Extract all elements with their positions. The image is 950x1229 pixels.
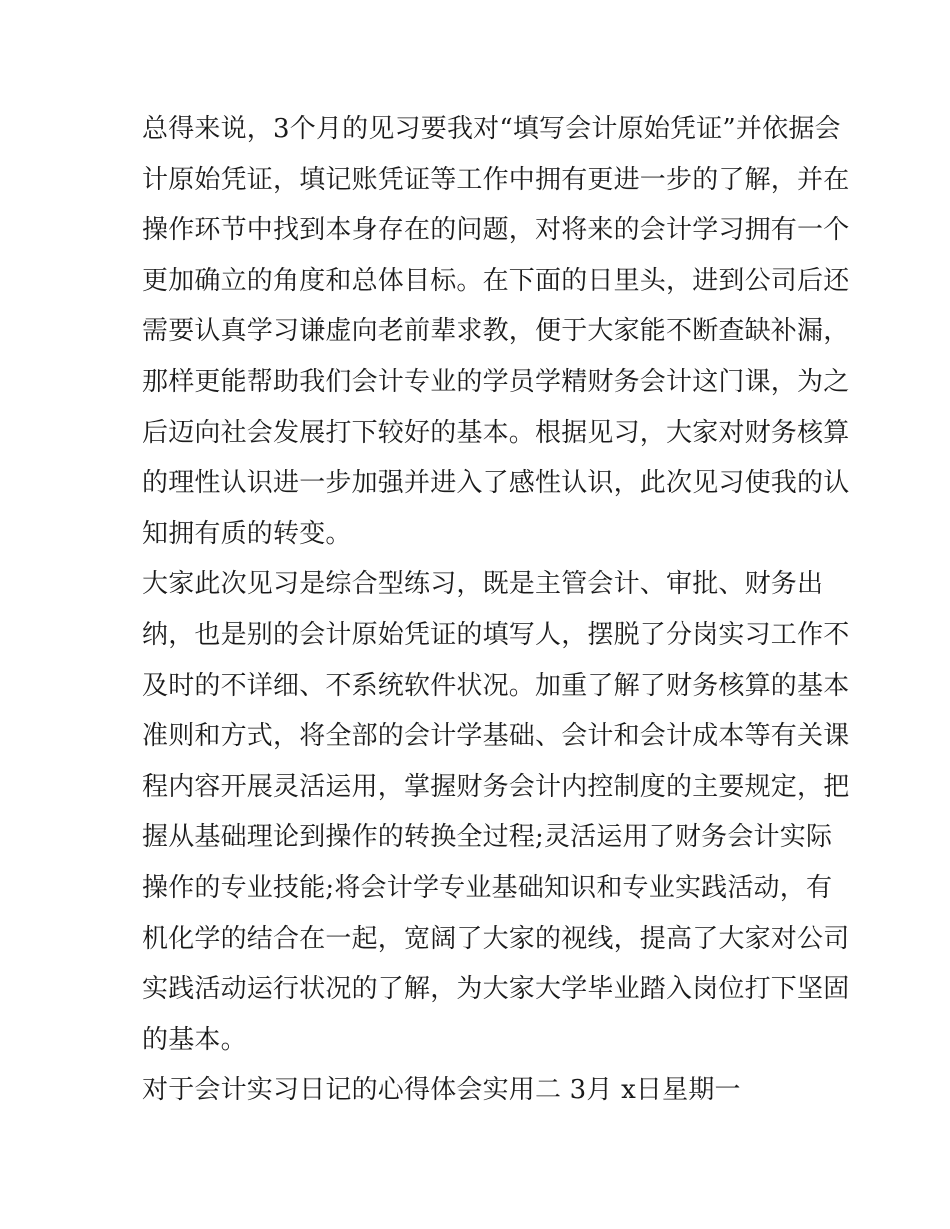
paragraph-1: [142, 104, 850, 559]
text-line: 的基本。: [142, 1024, 247, 1055]
text-line: 更加确立的角度和总体目标。在下面的日里头，进到公司后还: [142, 265, 850, 296]
text-line: 准则和方式，将全部的会计学基础、会计和会计成本等有关课: [142, 721, 850, 752]
text-line: 程内容开展灵活运用，掌握财务会计内控制度的主要规定，把: [142, 771, 850, 802]
text-line: 那样更能帮助我们会计专业的学员学精财务会计这门课，为之: [142, 366, 850, 397]
text-line: 总得来说，3个月的见习要我对“填写会计原始凭证”并依据会: [142, 114, 841, 144]
text-line: 的理性认识进一步加强并进入了感性认识，此次见习使我的认: [142, 468, 850, 499]
text-line: 操作环节中找到本身存在的问题，对将来的会计学习拥有一个: [142, 215, 850, 246]
text-line: 对于会计实习日记的心得体会实用二 3月 x日星期一: [142, 1075, 741, 1106]
text-line: 机化学的结合在一起，宽阔了大家的视线，提高了大家对公司: [142, 923, 850, 954]
text-line: 需要认真学习谦虚向老前辈求教，便于大家能不断查缺补漏，: [142, 316, 850, 347]
text-line: 握从基础理论到操作的转换全过程;灵活运用了财务会计实际: [142, 822, 833, 853]
text-line: 计原始凭证，填记账凭证等工作中拥有更进一步的了解，并在: [142, 164, 850, 195]
text-line: 大家此次见习是综合型练习，既是主管会计、审批、财务出: [142, 569, 824, 600]
text-line: 知拥有质的转变。: [142, 518, 352, 549]
document-body: [142, 104, 850, 1116]
paragraph-2: [142, 559, 850, 1065]
text-line: 操作的专业技能;将会计学专业基础知识和专业实践活动，有: [142, 872, 833, 903]
text-line: 纳，也是别的会计原始凭证的填写人，摆脱了分岗实习工作不: [142, 619, 850, 650]
paragraph-3-heading: [142, 1065, 814, 1116]
text-line: 及时的不详细、不系统软件状况。加重了解了财务核算的基本: [142, 670, 850, 701]
text-line: 实践活动运行状况的了解，为大家大学毕业踏入岗位打下坚固: [142, 974, 850, 1005]
text-line: 后迈向社会发展打下较好的基本。根据见习，大家对财务核算: [142, 417, 850, 448]
